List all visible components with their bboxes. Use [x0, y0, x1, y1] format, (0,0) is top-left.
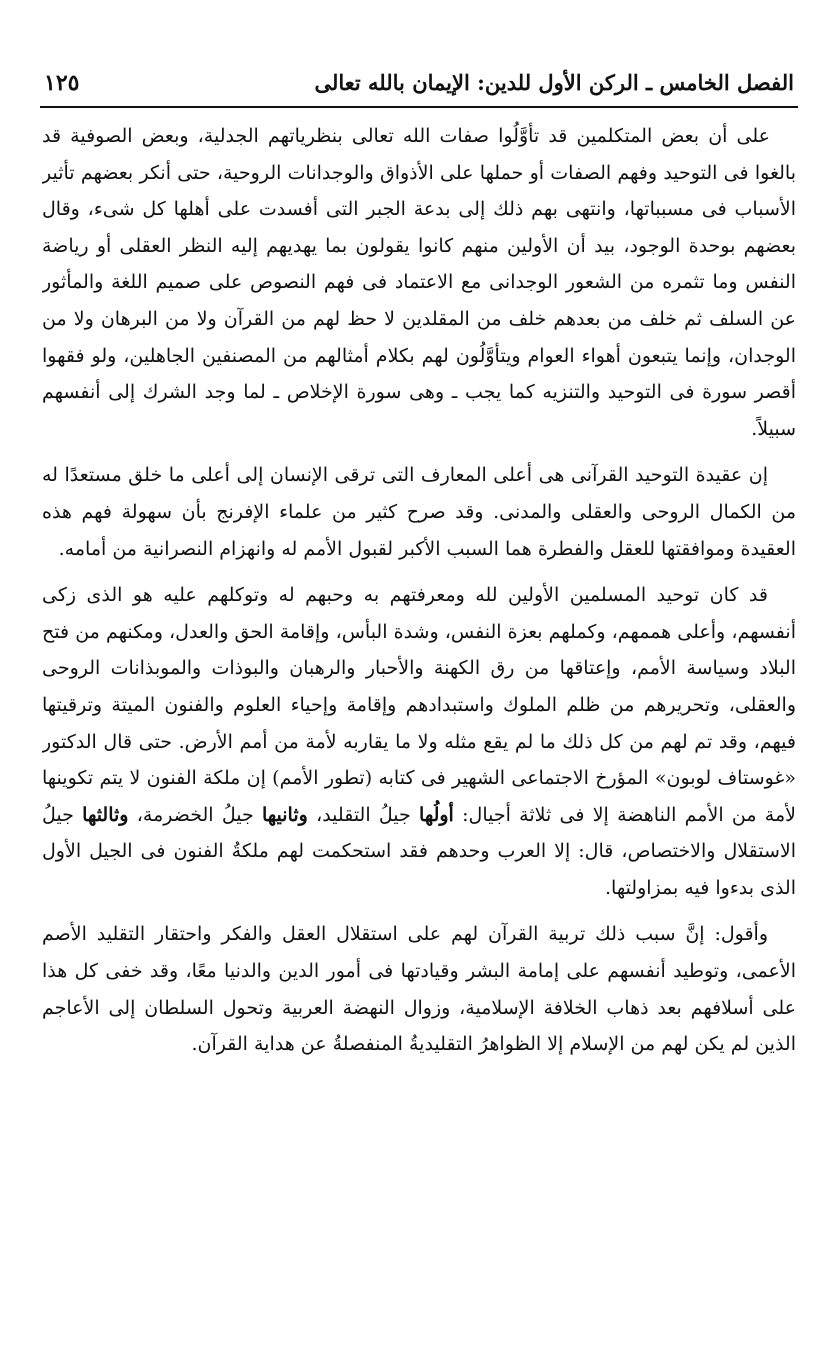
paragraph-3-text-mid-2: جيلُ الخضرمة، [128, 803, 262, 826]
paragraph-4: وأقول: إنَّ سبب ذلك تربية القرآن لهم على استقلال العقل والفكر واحتقار التقليد الأصم الأعمى، وتوطيد أنفسهم على إمامة البشر وقيادتها فى أمور الدين والدنيا معًا، وقد خفى كل هذا على أسلافهم بعد ذهاب الخلافة الإسلامية، وزوال النهضة العربية وتحول السلطان إلى الأعاجم الذين لم يكن لهم من الإسلام إلا الظواهرُ التقليديةُ المنفصلةُ عن هداية القرآن. [42, 923, 796, 1056]
header-divider [40, 106, 798, 108]
page-number: ١٢٥ [44, 70, 80, 96]
bold-word-first: أولُها [419, 803, 454, 826]
paragraph-3 [42, 577, 796, 906]
paragraph-2: إن عقيدة التوحيد القرآنى هى أعلى المعارف التى ترقى الإنسان إلى أعلى ما خلق مستعدًا له من الكمال الروحى والعقلى والمدنى. وقد صرح كثير من علماء الإفرنج بأن سهولة فهم هذه العقيدة وموافقتها للعقل والفطرة هما السبب الأكبر لقبول الأمم له وانهزام النصرانية من أمامه. [42, 464, 796, 560]
paragraph-3-text-after: جيلُ الاستقلال والاختصاص، قال: إلا العرب وحدهم فقد استحكمت لهم ملكةُ الفنون فى الجيل الأول الذى بدءوا فيه بمزاولتها. [42, 803, 796, 899]
bold-word-second: وثانيها [261, 803, 308, 826]
paragraph-3-text-before: قد كان توحيد المسلمين الأولين لله ومعرفتهم به وحبهم له وتوكلهم عليه هو الذى زكى أنفسهم، وأعلى هممهم، وكملهم بعزة النفس، وشدة البأس، وإقامة الحق والعدل، ومكنهم من فتح البلاد وسياسة الأمم، وإعتاقها من رق الكهنة والأحبار والرهبان والبوذات والموبذانات الروحى والعقلى، وتحريرهم من ظلم الملوك واستبدادهم وإقامة وإحياء العلوم والفنون الميتة وترقيتها فيهم، وقد تم لهم من كل ذلك ما لم يقع مثله ولا ما يقاربه لأمة من أمم الأرض. حتى قال الدكتور «غوستاف لوبون» المؤرخ الاجتماعى الشهير فى كتابه (تطور الأمم) إن ملكة الفنون لا يتم تكوينها لأمة من الأمم الناهضة إلا فى ثلاثة أجيال: [42, 584, 796, 826]
page-header [40, 62, 798, 106]
paragraph-1: على أن بعض المتكلمين قد تأوَّلُوا صفات الله تعالى بنظرياتهم الجدلية، وبعض الصوفية قد بالغوا فى التوحيد وفهم الصفات أو حملها على الأذواق والوجدانات الروحية، حتى أنكر بعضهم تأثير الأسباب فى مسبباتها، وانتهى بهم ذلك إلى بدعة الجبر التى أفسدت على أهلها كل شىء، وقال بعضهم بوحدة الوجود، بيد أن الأولين منهم كانوا يقولون بما يهديهم إليه النظر العقلى أو رياضة النفس وما تثمره من الشعور الوجدانى مع الاعتماد فى فهم النصوص على صميم اللغة والمأثور عن السلف ثم خلف من بعدهم خلف من المقلدين لا حظ لهم من القرآن ولا من البرهان ولا من الوجدان، وإنما يتبعون أهواء العوام ويتأوَّلُون لهم بكلام أمثالهم من المصنفين الجاهلين، ولو فقهوا أقصر سورة فى التوحيد والتنزيه كما يجب ـ وهى سورة الإخلاص ـ لما وجد الشرك إلى أنفسهم سبيلاً. [42, 125, 796, 440]
body-text [42, 118, 796, 1338]
paragraph-3-text-mid-1: جيلُ التقليد، [307, 803, 420, 826]
running-title: الفصل الخامس ـ الركن الأول للدين: الإيمان بالله تعالى [314, 70, 794, 95]
bold-word-third: وثالثها [82, 803, 129, 826]
